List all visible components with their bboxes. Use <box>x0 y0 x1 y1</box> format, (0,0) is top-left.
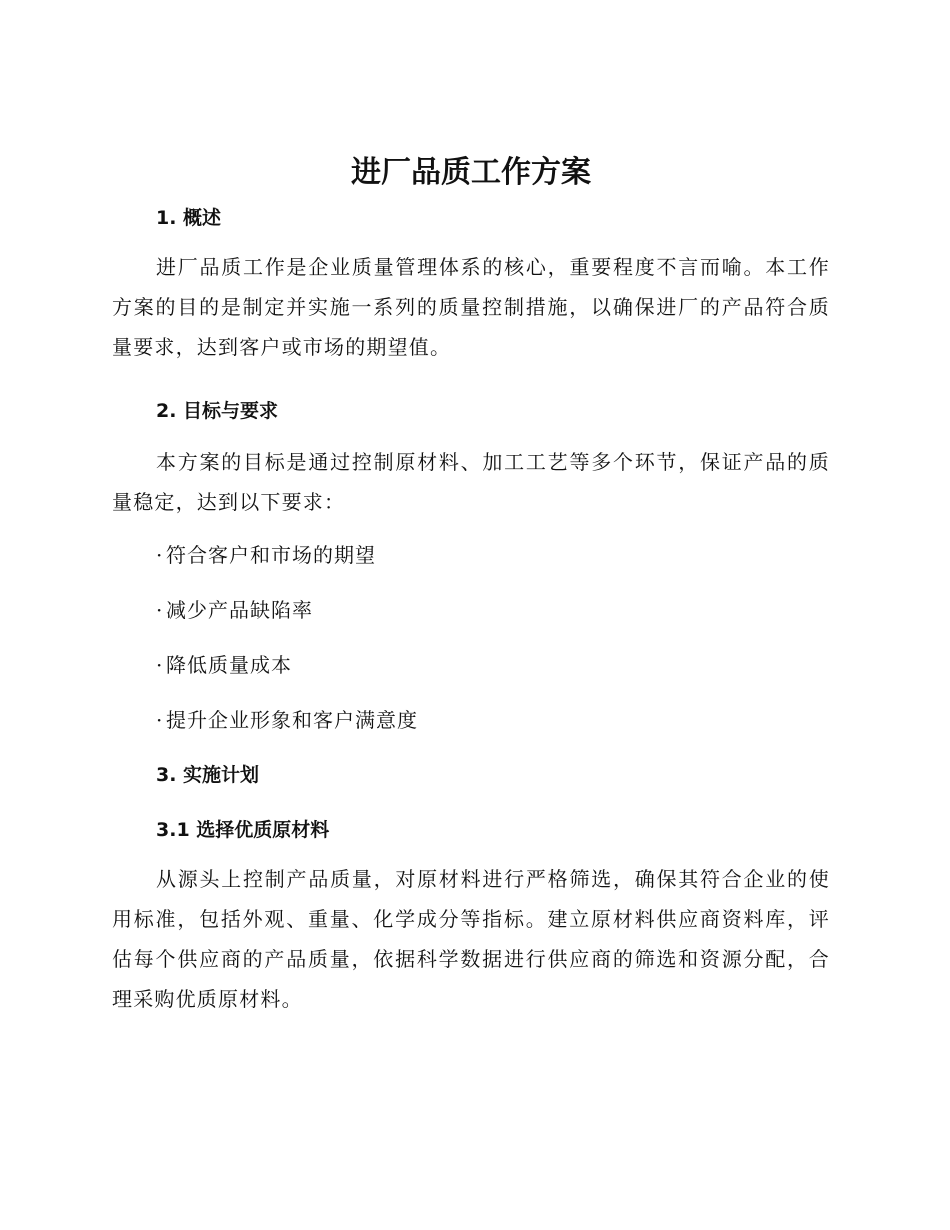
list-item <box>112 705 830 735</box>
section-heading-overview: 1. 概述 <box>156 207 222 229</box>
materials-paragraph: 从源头上控制产品质量，对原材料进行严格筛选，确保其符合企业的使用标准，包括外观、重量、化学成分等指标。建立原材料供应商资料库，评估每个供应商的产品质量，依据科学数据进行供应商的筛选和资源分配，合理采购优质原材料。 <box>112 867 830 1011</box>
section-heading-goals: 2. 目标与要求 <box>156 400 279 422</box>
bullet-marker: · <box>156 653 164 677</box>
bullet-marker: · <box>156 598 164 622</box>
list-item-text: 减少产品缺陷率 <box>166 598 313 622</box>
section-heading-plan: 3. 实施计划 <box>156 764 260 786</box>
list-item-text: 提升企业形象和客户满意度 <box>166 708 418 732</box>
bullet-marker: · <box>156 543 164 567</box>
bullet-marker: · <box>156 708 164 732</box>
list-item <box>112 650 830 680</box>
overview-paragraph: 进厂品质工作是企业质量管理体系的核心，重要程度不言而喻。本工作方案的目的是制定并实施一系列的质量控制措施，以确保进厂的产品符合质量要求，达到客户或市场的期望值。 <box>112 255 830 359</box>
requirements-list <box>112 540 830 735</box>
list-item <box>112 595 830 625</box>
list-item-text: 降低质量成本 <box>166 653 292 677</box>
list-item-text: 符合客户和市场的期望 <box>166 543 376 567</box>
subsection-heading-materials: 3.1 选择优质原材料 <box>156 819 330 841</box>
list-item <box>112 540 830 570</box>
document-title: 进厂品质工作方案 <box>351 155 591 190</box>
document-page <box>112 148 830 1019</box>
goals-paragraph: 本方案的目标是通过控制原材料、加工工艺等多个环节，保证产品的质量稳定，达到以下要求： <box>112 450 830 514</box>
